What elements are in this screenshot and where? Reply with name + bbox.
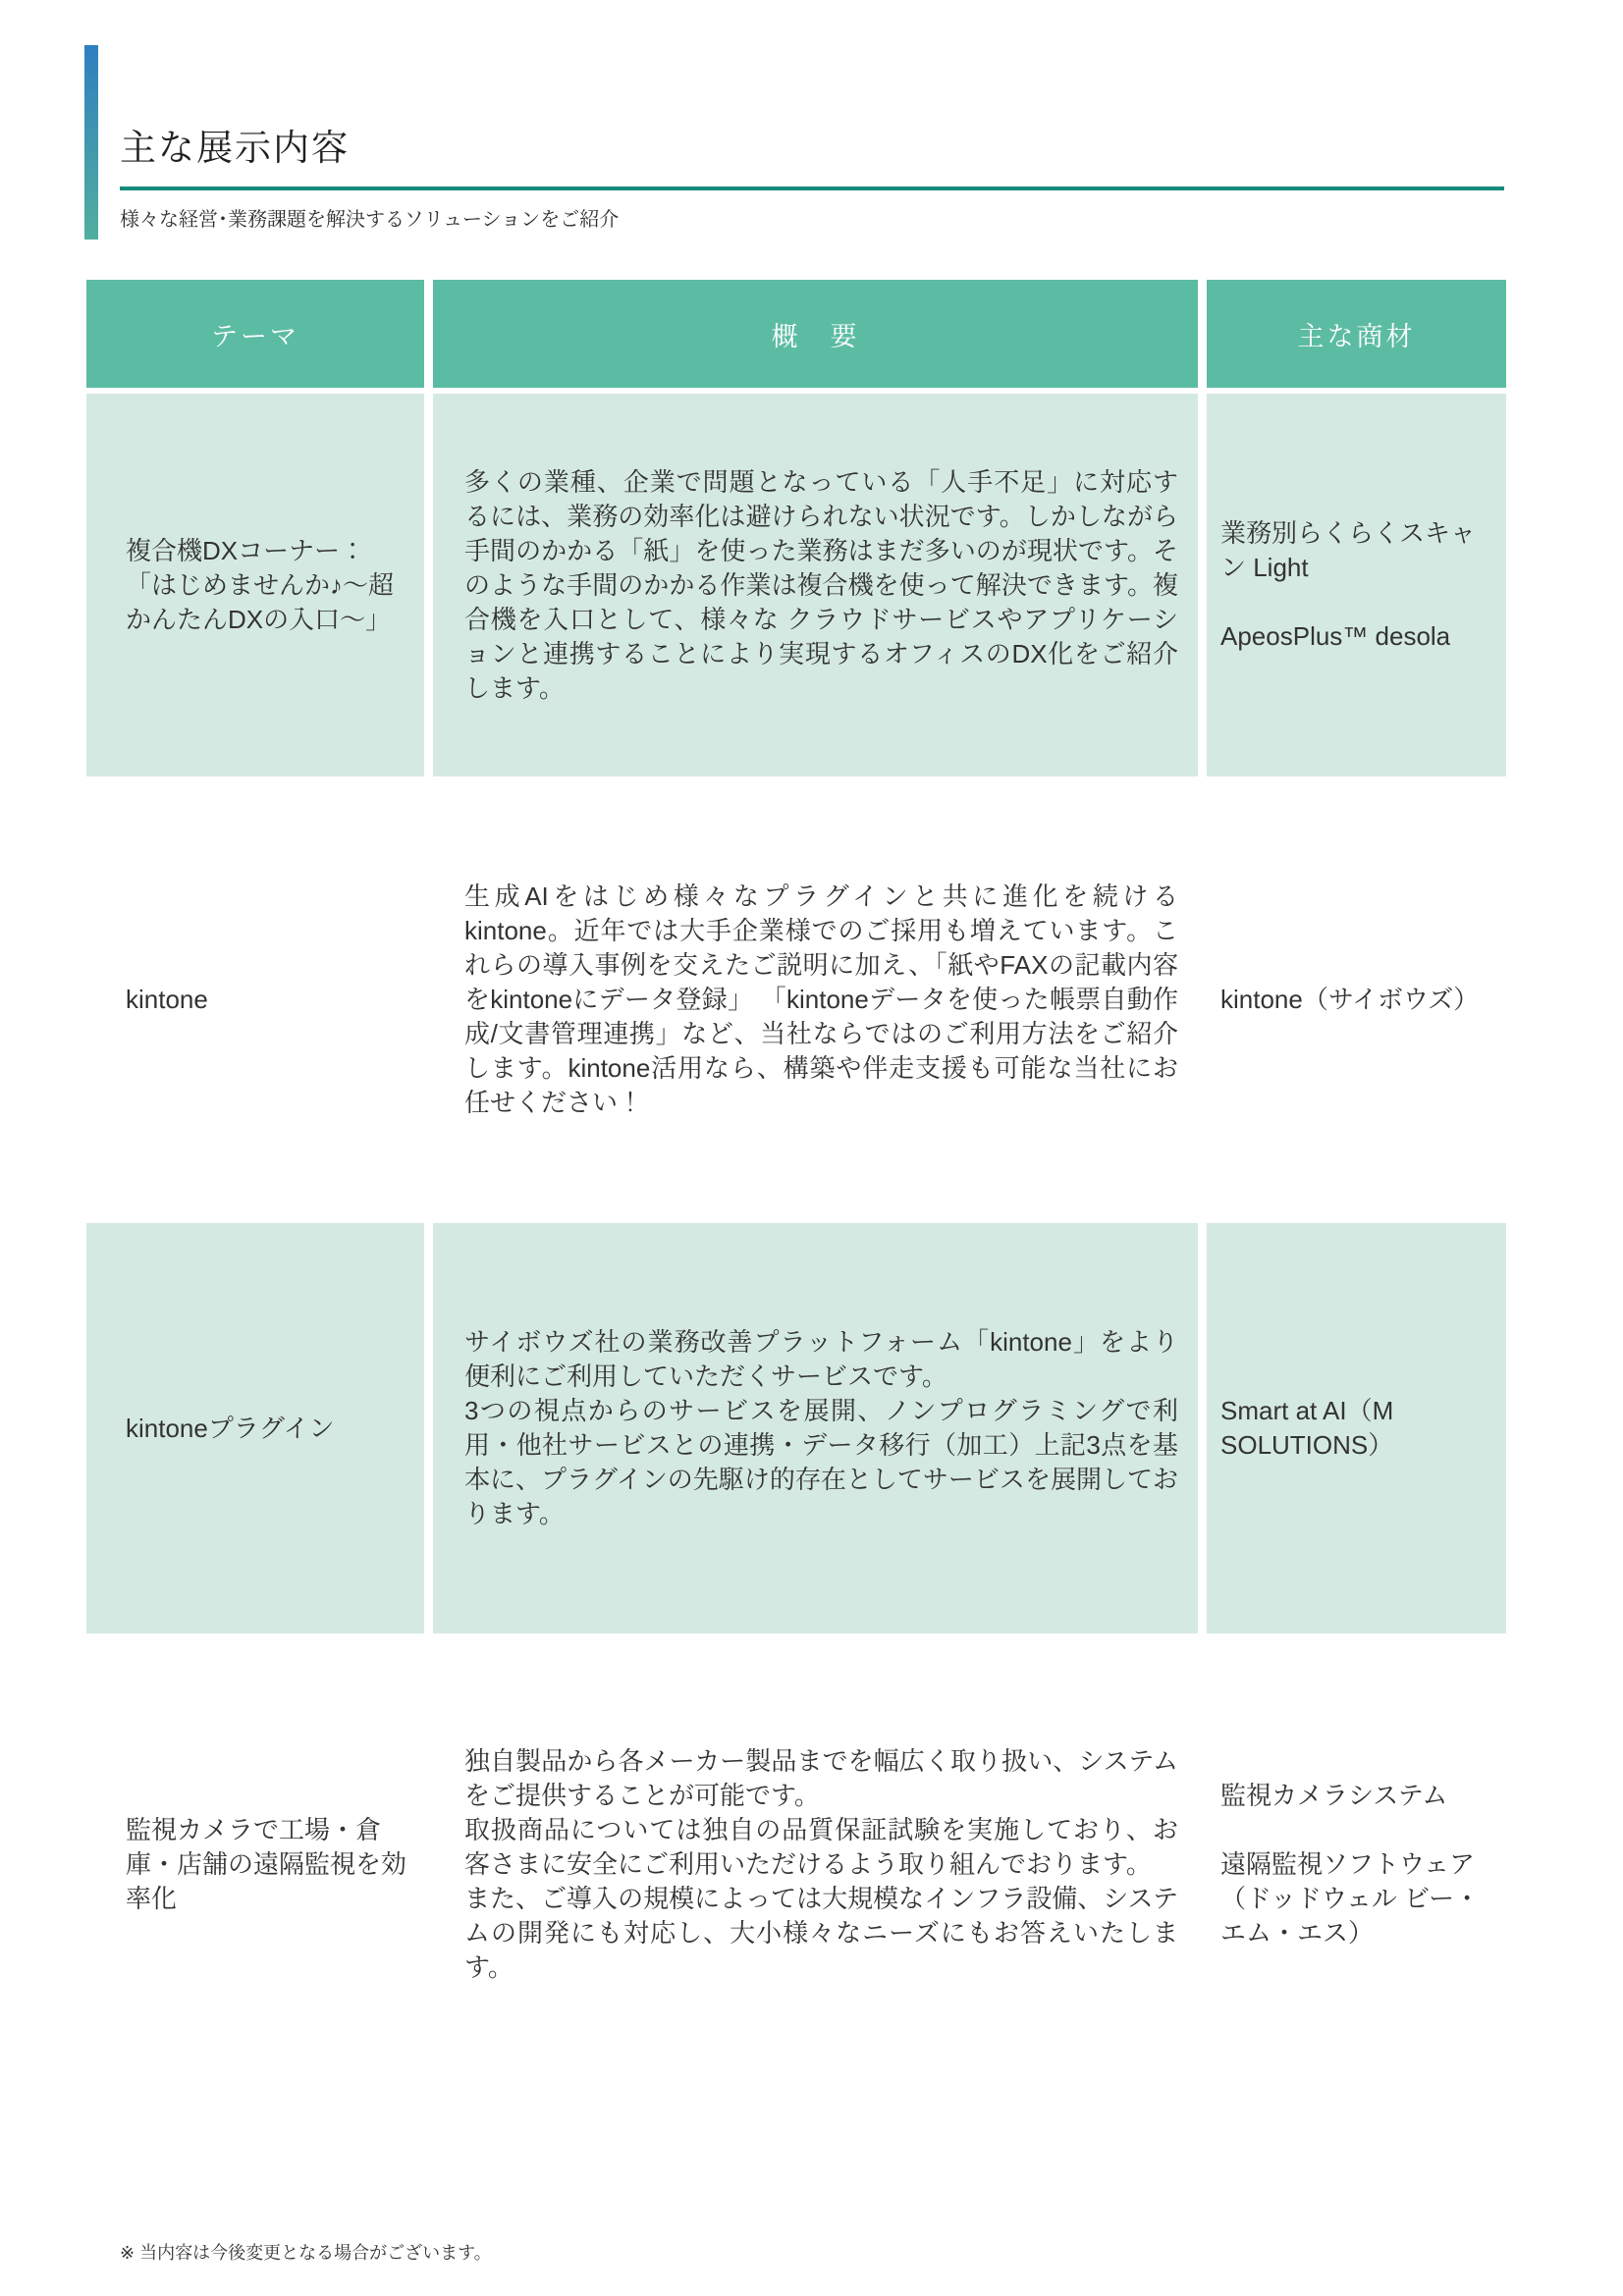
page-title: 主な展示内容 <box>120 128 350 168</box>
exhibit-table <box>86 280 1506 2095</box>
title-underline <box>120 187 1504 190</box>
theme-cell: 監視カメラで工場・倉庫・店舗の遠隔監視を効率化 <box>126 1814 407 1913</box>
theme-cell: kintone <box>126 985 208 1014</box>
products-cell: 監視カメラシステム 遠隔監視ソフトウェア（ドッドウェル ビー・エム・エス） <box>1220 1780 1481 1948</box>
overview-cell: 多くの業種、企業で問題となっている「人手不足」に対応するには、業務の効率化は避けられない状況です。しかしながら手間のかかる「紙」を使った業務はまだ多いのが現状です。そのような手間のかかる作業は複合機を使って解決できます。複合機を入口として、様々な クラウドサービスやアプリケーションと連携することにより実現するオフィスのDX化をご紹介します。 <box>433 394 1198 776</box>
header-cell-theme: テーマ <box>86 280 424 388</box>
theme-cell: 複合機DXコーナー： 「はじめませんか♪～超かんたんDXの入口～」 <box>86 394 424 776</box>
table-row <box>86 1223 1506 1633</box>
table-row <box>86 394 1506 776</box>
overview-cell: 独自製品から各メーカー製品までを幅広く取り扱い、システムをご提供することが可能です。 取扱商品については独自の品質保証試験を実施しており、お客さまに安全にご利用いただけるよう取り組んでおります。 また、ご導入の規模によっては大規模なインフラ設備、システムの開発にも対応し、大小様々なニーズにもお答えいたします。 <box>464 1745 1178 1982</box>
table-row <box>86 776 1506 1223</box>
theme-cell: kintoneプラグイン <box>86 1223 424 1633</box>
accent-bar <box>84 45 98 240</box>
table-header-row <box>86 280 1506 388</box>
products-cell: Smart at AI（M SOLUTIONS） <box>1207 1223 1506 1633</box>
overview-cell: 生成AIをはじめ様々なプラグインと共に進化を続けるkintone。近年では大手企業様でのご採用も増えています。これらの導入事例を交えたご説明に加え、「紙やFAXの記載内容をkintoneにデータ登録」 「kintoneデータを使った帳票自動作成/文書管理連携」など、当社ならではのご利用方法をご紹介します。kintone活用なら、構築や伴走支援も可能な当社にお任せください！ <box>464 881 1178 1117</box>
header-cell-products: 主な商材 <box>1207 280 1506 388</box>
products-cell: kintone（サイボウズ） <box>1220 985 1480 1014</box>
overview-cell: サイボウズ社の業務改善プラットフォーム「kintone」をより便利にご利用していただくサービスです。 3つの視点からのサービスを展開、ノンプログラミングで利用・他社サービスとの連携・データ移行（加工）上記3点を基本に、プラグインの先駆け的存在としてサービスを展開しております。 <box>433 1223 1198 1633</box>
header-cell-overview: 概 要 <box>433 280 1198 388</box>
page-subtitle: 様々な経営･業務課題を解決するソリューションをご紹介 <box>120 209 620 231</box>
table-row <box>86 1633 1506 2095</box>
footnote: ※ 当内容は今後変更となる場合がございます。 <box>120 2243 492 2263</box>
products-cell: 業務別らくらくスキャン Light ApeosPlus™ desola <box>1207 394 1506 776</box>
